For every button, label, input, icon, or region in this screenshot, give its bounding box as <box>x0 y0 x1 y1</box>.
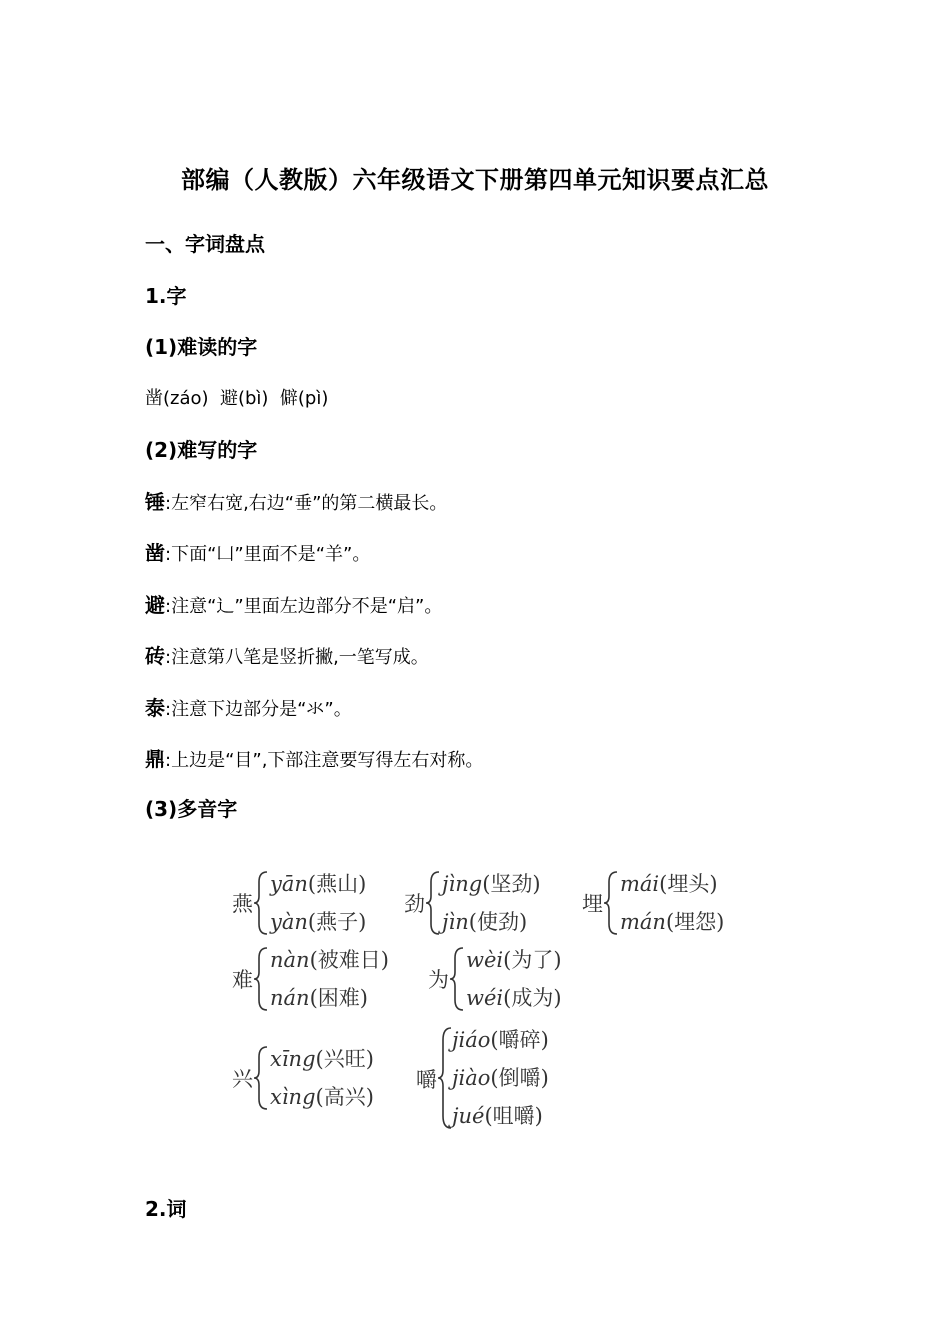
brace-icon <box>426 870 442 936</box>
polyphone-reading: jiáo(嚼碎) <box>452 1028 549 1052</box>
polyphone-reading: jìng(坚劲) <box>442 872 541 896</box>
polyphone-reading: nàn(被难日) <box>270 948 389 972</box>
polyphone-reading: jiào(倒嚼) <box>452 1066 549 1090</box>
polyphone-char: 埋 <box>582 892 603 916</box>
hard-write-note: :注意“辶”里面左边部分不是“启”。 <box>165 596 443 617</box>
hard-write-note: :注意下边部分是“氺”。 <box>165 699 352 720</box>
hard-write-char: 泰 <box>145 696 165 720</box>
polyphone-char: 燕 <box>232 892 253 916</box>
polyphone-char: 嚼 <box>416 1068 437 1092</box>
polyphone-reading: yàn(燕子) <box>270 910 367 934</box>
hard-write-char: 避 <box>145 593 165 617</box>
polyphone-reading: jué(咀嚼) <box>452 1104 543 1128</box>
polyphone-reading: jìn(使劲) <box>442 910 528 934</box>
subheading-characters: 1.字 <box>145 284 187 308</box>
section-heading-words: 一、字词盘点 <box>145 232 265 256</box>
brace-icon <box>450 946 466 1012</box>
hard-write-note: :注意第八笔是竖折撇,一笔写成。 <box>165 647 429 668</box>
polyphone-char: 劲 <box>404 892 425 916</box>
brace-icon <box>604 870 620 936</box>
polyphone-group-nan <box>232 944 402 1014</box>
hard-write-note: :上边是“目”,下部注意要写得左右对称。 <box>165 750 484 771</box>
polyphone-group-yan <box>232 868 382 938</box>
hard-write-char: 鼎 <box>145 747 165 771</box>
polyphone-group-wei <box>428 944 578 1014</box>
brace-icon <box>254 946 270 1012</box>
hard-write-char: 凿 <box>145 541 165 565</box>
subheading-hard-to-read: (1)难读的字 <box>145 335 258 359</box>
hard-write-item <box>145 692 352 721</box>
brace-icon <box>254 1045 270 1111</box>
subheading-words: 2.词 <box>145 1197 187 1221</box>
hard-write-note: :左窄右宽,右边“垂”的第二横最长。 <box>165 493 448 514</box>
polyphone-group-xing <box>232 1043 402 1113</box>
subheading-hard-to-write: (2)难写的字 <box>145 438 258 462</box>
hard-write-item <box>145 537 370 566</box>
hard-write-char: 锤 <box>145 490 165 514</box>
polyphone-reading: mán(埋怨) <box>620 910 725 934</box>
polyphone-group-mai <box>582 868 742 938</box>
polyphone-reading: xīng(兴旺) <box>270 1047 374 1071</box>
hard-write-note: :下面“凵”里面不是“羊”。 <box>165 544 371 565</box>
subheading-polyphones: (3)多音字 <box>145 797 238 821</box>
polyphone-reading: yān(燕山) <box>270 872 367 896</box>
hard-write-item <box>145 640 429 669</box>
polyphone-reading: nán(困难) <box>270 986 368 1010</box>
polyphone-char: 兴 <box>232 1067 253 1091</box>
polyphone-char: 难 <box>232 968 253 992</box>
brace-icon <box>254 870 270 936</box>
hard-to-read-line: 凿(záo) 避(bì) 僻(pì) <box>145 388 329 409</box>
hard-write-char: 砖 <box>145 644 165 668</box>
polyphone-reading: wèi(为了) <box>466 948 562 972</box>
hard-write-item <box>145 486 447 515</box>
polyphone-group-jiao <box>416 1024 576 1134</box>
polyphone-group-jin <box>404 868 564 938</box>
hard-write-item <box>145 589 442 618</box>
polyphone-reading: wéi(成为) <box>466 986 562 1010</box>
hard-write-item <box>145 743 483 772</box>
page-title: 部编（人教版）六年级语文下册第四单元知识要点汇总 <box>181 166 769 194</box>
polyphone-char: 为 <box>428 968 449 992</box>
polyphone-reading: xìng(高兴) <box>270 1085 374 1109</box>
polyphone-reading: mái(埋头) <box>620 872 718 896</box>
